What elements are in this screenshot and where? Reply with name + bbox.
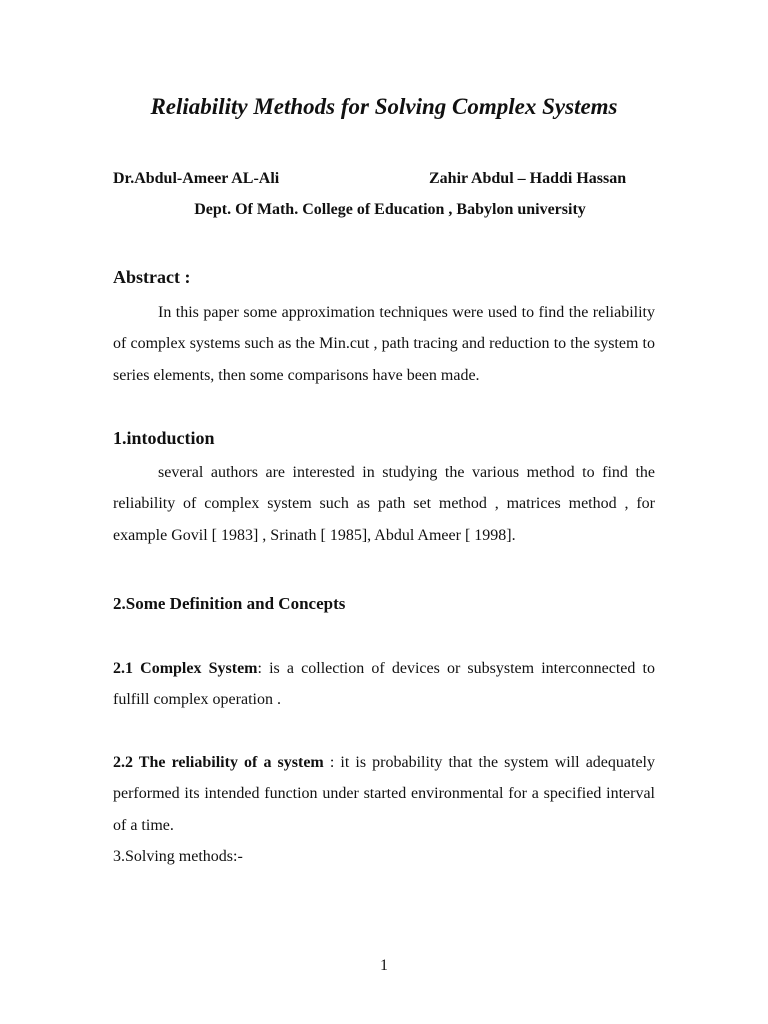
definition-term: 2.2 The reliability of a system bbox=[113, 754, 324, 771]
definition-text: : it is probability that the system will adequately performed its intended function under started environmental for a specified interval of a time. bbox=[113, 754, 655, 834]
abstract-text: In this paper some approximation techniques were used to find the reliability of complex systems such as the Min.cut , path tracing and reduction to the system to series elements, then some comparisons have been made. bbox=[113, 304, 655, 384]
abstract-heading: Abstract : bbox=[113, 267, 191, 287]
paper-title: Reliability Methods for Solving Complex Systems bbox=[150, 94, 618, 119]
definition-text: : is a collection of devices or subsystem interconnected to fulfill complex operation . bbox=[113, 660, 655, 709]
introduction-heading: 1.intoduction bbox=[113, 428, 215, 448]
definition-complex-system bbox=[113, 653, 655, 716]
definitions-heading: 2.Some Definition and Concepts bbox=[113, 594, 346, 613]
affiliation: Dept. Of Math. College of Education , Babylon university bbox=[194, 201, 586, 218]
solving-methods-heading: 3.Solving methods:- bbox=[113, 848, 243, 865]
author-second: Zahir Abdul – Haddi Hassan bbox=[429, 170, 627, 187]
definition-term: 2.1 Complex System bbox=[113, 660, 258, 677]
page-number: 1 bbox=[380, 957, 388, 974]
introduction-text: several authors are interested in studying the various method to find the reliability of complex system such as path set method , matrices method , for example Govil [ 1983] , Srinath [ 1985], Abdul Ameer [ 1998]. bbox=[113, 464, 655, 544]
definition-reliability bbox=[113, 747, 655, 841]
author-first: Dr.Abdul-Ameer AL-Ali bbox=[113, 170, 280, 187]
